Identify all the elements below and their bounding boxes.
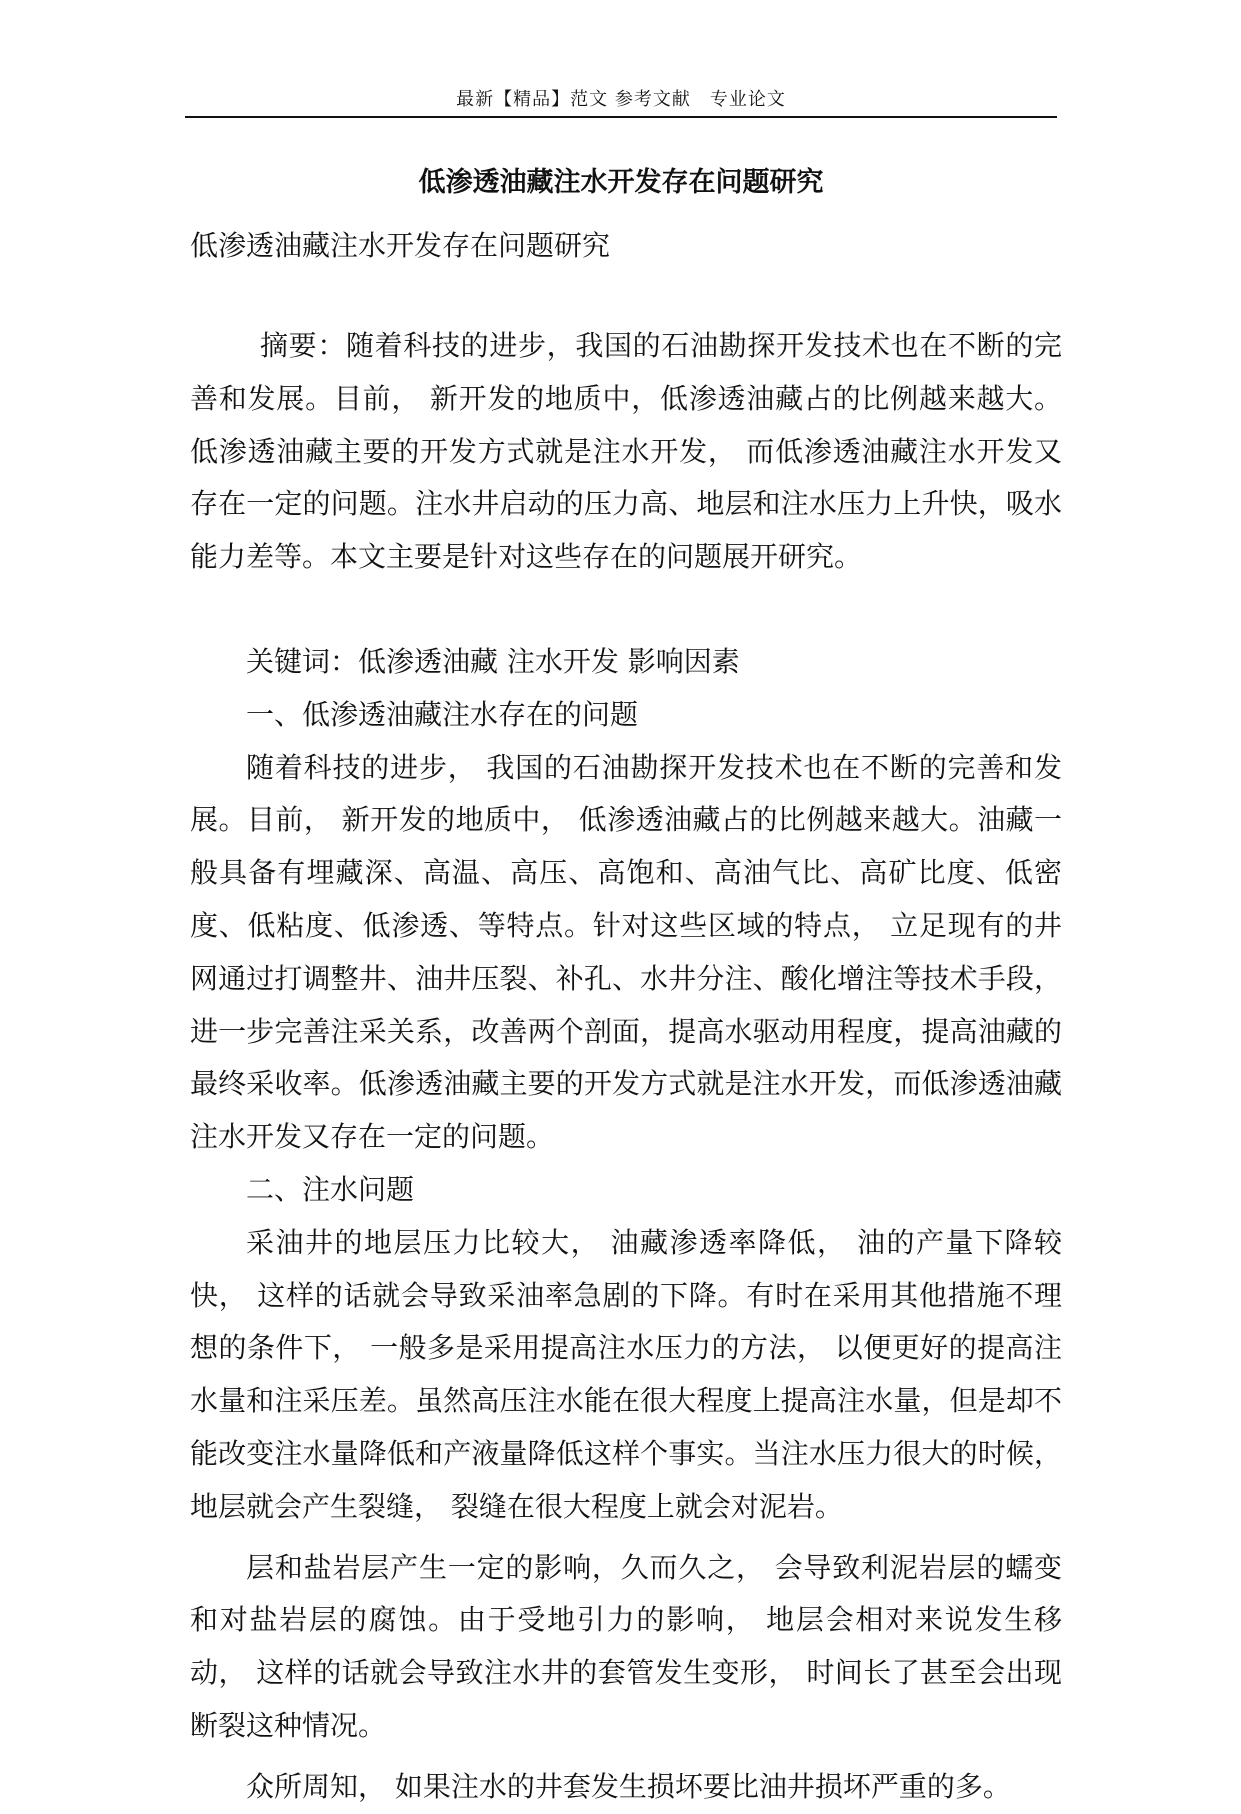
abstract-paragraph: 摘要：随着科技的进步，我国的石油勘探开发技术也在不断的完善和发展。目前， 新开发的地质中，低渗透油藏占的比例越来越大。低渗透油藏主要的开发方式就是注水开发， 而低渗透油藏注水开发又存在一定的问题。注水井启动的压力高、地层和注水压力上升快，吸水能力差等。本文主要是针对这些存在的问题展开研究。 bbox=[190, 329, 1062, 574]
keywords-line: 关键词：低渗透油藏 注水开发 影响因素 bbox=[246, 644, 740, 678]
section-2-paragraph-3: 众所周知， 如果注水的井套发生损坏要比油井损坏严重的多。 bbox=[246, 1769, 1011, 1803]
section-heading-1: 一、低渗透油藏注水存在的问题 bbox=[246, 697, 639, 731]
section-2-paragraph-1: 采油井的地层压力比较大， 油藏渗透率降低， 油的产量下降较快， 这样的话就会导致采油率急剧的下降。有时在采用其他措施不理想的条件下， 一般多是采用提高注水压力的方法， 以便更好的提高注水量和注采压差。虽然高压注水能在很大程度上提高注水量，但是却不能改变注水量降低和产液量降低这样个事实。当注水压力很大的时候， 地层就会产生裂缝， 裂缝在很大程度上就会对泥岩。 bbox=[190, 1225, 1062, 1523]
section-heading-2: 二、注水问题 bbox=[246, 1172, 415, 1206]
header-divider bbox=[185, 116, 1057, 118]
running-header: 最新【精品】范文 参考文献 专业论文 bbox=[456, 89, 786, 110]
document-title: 低渗透油藏注水开发存在问题研究 bbox=[418, 167, 824, 198]
document-subtitle: 低渗透油藏注水开发存在问题研究 bbox=[190, 229, 611, 262]
section-2-paragraph-2: 层和盐岩层产生一定的影响，久而久之， 会导致利泥岩层的蠕变和对盐岩层的腐蚀。由于受地引力的影响， 地层会相对来说发生移动， 这样的话就会导致注水井的套管发生变形， 时间长了甚至会出现断裂这种情况。 bbox=[190, 1550, 1062, 1742]
section-1-paragraph: 随着科技的进步， 我国的石油勘探开发技术也在不断的完善和发展。目前， 新开发的地质中， 低渗透油藏占的比例越来越大。油藏一般具备有埋藏深、高温、高压、高饱和、高油气比、高矿比度、低密度、低粘度、低渗透、等特点。针对这些区域的特点， 立足现有的井网通过打调整井、油井压裂、补孔、水井分注、酸化增注等技术手段，进一步完善注采关系，改善两个剖面，提高水驱动用程度，提高油藏的最终采收率。低渗透油藏主要的开发方式就是注水开发，而低渗透油藏注水开发又存在一定的问题。 bbox=[190, 750, 1062, 1154]
document-body bbox=[190, 220, 1062, 1814]
section-spacer bbox=[190, 584, 1062, 636]
